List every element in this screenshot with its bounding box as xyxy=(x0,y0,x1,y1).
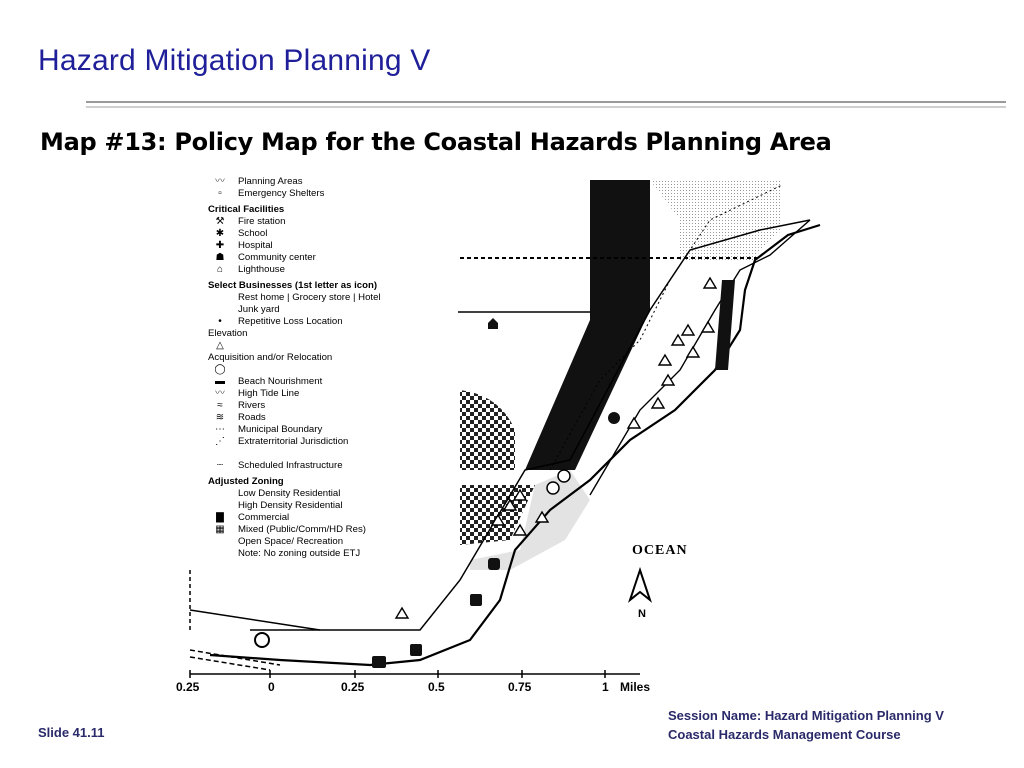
road-west xyxy=(190,610,320,630)
legend-row: Junk yard xyxy=(238,304,280,316)
title-divider xyxy=(86,101,1006,103)
beach-nourishment-icon: ▬ xyxy=(215,376,225,388)
planning-areas-icon: 〰 xyxy=(215,176,225,188)
hospital-circle-icon xyxy=(255,633,269,647)
north-arrow-icon xyxy=(630,570,650,600)
map-subtitle: Map #13: Policy Map for the Coastal Hazards Planning Area xyxy=(40,128,832,156)
scale-label-half: 0.5 xyxy=(428,680,445,694)
hotel-icon xyxy=(470,594,482,606)
session-name: Session Name: Hazard Mitigation Planning V xyxy=(668,708,944,723)
legend-row: ✱ School xyxy=(208,228,440,240)
slide-number: Slide 41.11 xyxy=(38,725,105,740)
legend-row: ▇ Commercial xyxy=(208,512,440,524)
scale-label-one: 1 xyxy=(602,680,609,694)
map-legend xyxy=(208,176,440,560)
legend-row: 〰 High Tide Line xyxy=(208,388,440,400)
scale-label-left: 0.25 xyxy=(176,680,200,694)
scale-label-units: Miles xyxy=(620,680,651,694)
title-divider-secondary xyxy=(86,106,1006,108)
legend-row: Low Density Residential xyxy=(238,488,341,500)
grocery-icon xyxy=(410,644,422,656)
legend-row: Rest home | Grocery store | Hotel xyxy=(238,292,381,304)
legend-row: Note: No zoning outside ETJ xyxy=(238,548,361,560)
north-label: N xyxy=(638,608,646,620)
school-icon xyxy=(608,412,620,424)
slide-title: Hazard Mitigation Planning V xyxy=(38,44,431,77)
fire-station-icon: ⚒ xyxy=(215,216,225,228)
legend-row: ✚ Hospital xyxy=(208,240,440,252)
rest-home-icon xyxy=(488,558,500,570)
elevation-triangle-icon: △ xyxy=(216,340,224,352)
legend-row: ▦ Mixed (Public/Comm/HD Res) xyxy=(208,524,440,536)
community-center-icon xyxy=(488,318,498,329)
legend-row: • Repetitive Loss Location xyxy=(208,316,440,328)
legend-heading: Select Businesses (1st letter as icon) xyxy=(208,280,378,291)
etj-icon: ⋰ xyxy=(215,436,225,448)
legend-row: ▫ Emergency Shelters xyxy=(208,188,440,200)
legend-row: Acquisition and/or Relocation xyxy=(208,352,333,364)
acquisition-circle-icon-2 xyxy=(547,482,559,494)
acquisition-circle-icon: ◯ xyxy=(214,364,226,376)
scale-bar xyxy=(190,670,640,678)
legend-row: Elevation xyxy=(208,328,248,340)
legend-row: ⋰ Extraterritorial Jurisdiction xyxy=(208,436,440,448)
repetitive-loss-icon: • xyxy=(218,316,222,328)
community-center-icon: ☗ xyxy=(215,252,225,264)
legend-row: ▬ Beach Nourishment xyxy=(208,376,440,388)
beach-nourishment-bar xyxy=(715,280,735,370)
hospital-icon: ✚ xyxy=(215,240,225,252)
school-icon: ✱ xyxy=(215,228,225,240)
scale-label-zero: 0 xyxy=(268,680,275,694)
legend-row: ⌂ Lighthouse xyxy=(208,264,440,276)
scale-label-quarter: 0.25 xyxy=(341,680,365,694)
legend-row: ≋ Roads xyxy=(208,412,440,424)
junk-yard-icon xyxy=(372,656,386,668)
acquisition-circle-icon xyxy=(558,470,570,482)
course-name: Coastal Hazards Management Course xyxy=(668,727,901,742)
legend-row: ☗ Community center xyxy=(208,252,440,264)
lighthouse-icon: ⌂ xyxy=(216,264,224,276)
emergency-shelter-icon: ▫ xyxy=(218,188,222,200)
open-space-zone xyxy=(650,180,782,260)
mixed-swatch-icon: ▦ xyxy=(215,524,225,536)
legend-heading: Adjusted Zoning xyxy=(208,476,284,487)
roads-icon: ≋ xyxy=(215,412,225,424)
scheduled-infrastructure-icon: ┈ xyxy=(216,460,224,472)
legend-row: ⋯ Municipal Boundary xyxy=(208,424,440,436)
legend-row xyxy=(208,364,440,376)
legend-row: High Density Residential xyxy=(238,500,343,512)
session-info xyxy=(668,706,944,744)
scale-label-three-quarter: 0.75 xyxy=(508,680,532,694)
mixed-zone xyxy=(460,390,515,470)
ocean-label: OCEAN xyxy=(632,543,688,558)
legend-row: ≈ Rivers xyxy=(208,400,440,412)
legend-row: 〰 Planning Areas xyxy=(208,176,440,188)
rivers-icon: ≈ xyxy=(217,400,223,412)
legend-heading: Critical Facilities xyxy=(208,204,285,215)
legend-row: ⚒ Fire station xyxy=(208,216,440,228)
legend-row: ┈ Scheduled Infrastructure xyxy=(208,460,440,472)
high-tide-line-icon: 〰 xyxy=(215,388,225,400)
commercial-swatch-icon: ▇ xyxy=(216,512,224,524)
legend-row xyxy=(208,340,440,352)
municipal-boundary-icon: ⋯ xyxy=(215,424,225,436)
legend-row: Open Space/ Recreation xyxy=(238,536,344,548)
